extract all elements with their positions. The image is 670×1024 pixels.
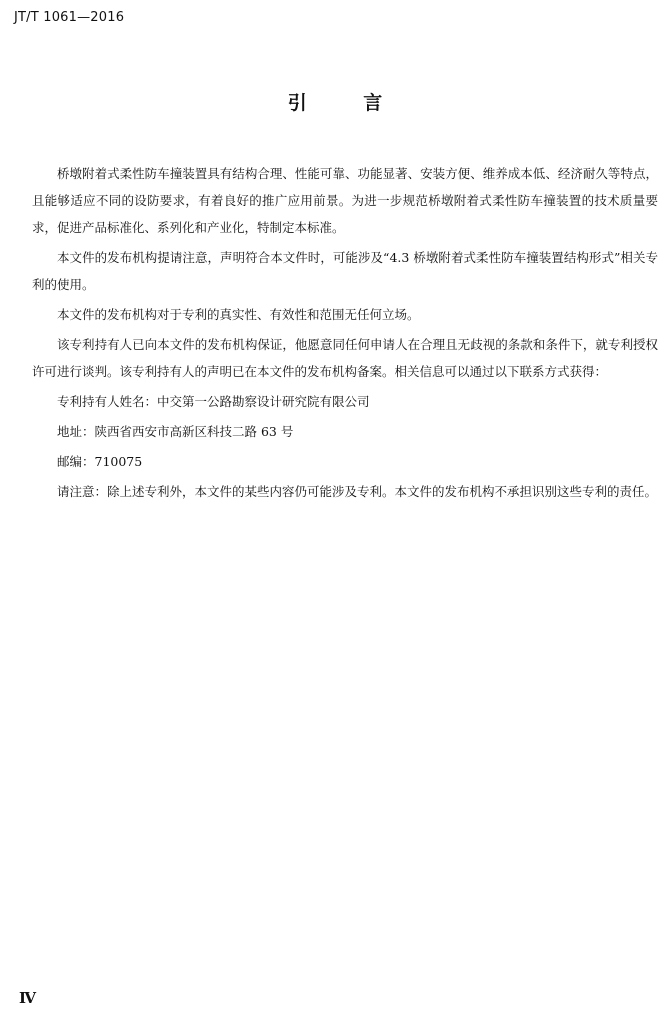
paragraph-patent-holder-statement: 该专利持有人已向本文件的发布机构保证，他愿意同任何申请人在合理且无歧视的条款和条件下，就专利授权许可进行谈判。该专利持有人的声明已在本文件的发布机构备案。相关信息可以通过以下联系方式获得：	[32, 337, 658, 379]
page-title: 引 言	[287, 92, 383, 114]
patent-holder-name: 专利持有人姓名：中交第一公路勘察设计研究院有限公司	[57, 394, 370, 409]
paragraph-patent-disclaimer: 请注意：除上述专利外，本文件的某些内容仍可能涉及专利。本文件的发布机构不承担识别这些专利的责任。	[57, 484, 658, 499]
document-body	[32, 160, 658, 508]
paragraph-patent-position: 本文件的发布机构对于专利的真实性、有效性和范围无任何立场。	[57, 307, 420, 322]
patent-holder-postcode: 邮编：710075	[57, 454, 143, 469]
patent-holder-address: 地址：陕西省西安市高新区科技二路 63 号	[57, 424, 294, 439]
paragraph-intro: 桥墩附着式柔性防车撞装置具有结构合理、性能可靠、功能显著、安装方便、维养成本低、经济耐久等特点，且能够适应不同的设防要求，有着良好的推广应用前景。为进一步规范桥墩附着式柔性防车撞装置的技术质量要求，促进产品标准化、系列化和产业化，特制定本标准。	[32, 166, 658, 235]
standard-code-header: JT/T 1061—2016	[14, 10, 125, 25]
paragraph-patent-notice: 本文件的发布机构提请注意，声明符合本文件时，可能涉及“4.3 桥墩附着式柔性防车撞装置结构形式”相关专利的使用。	[32, 250, 658, 292]
page-number: Ⅳ	[19, 989, 37, 1007]
